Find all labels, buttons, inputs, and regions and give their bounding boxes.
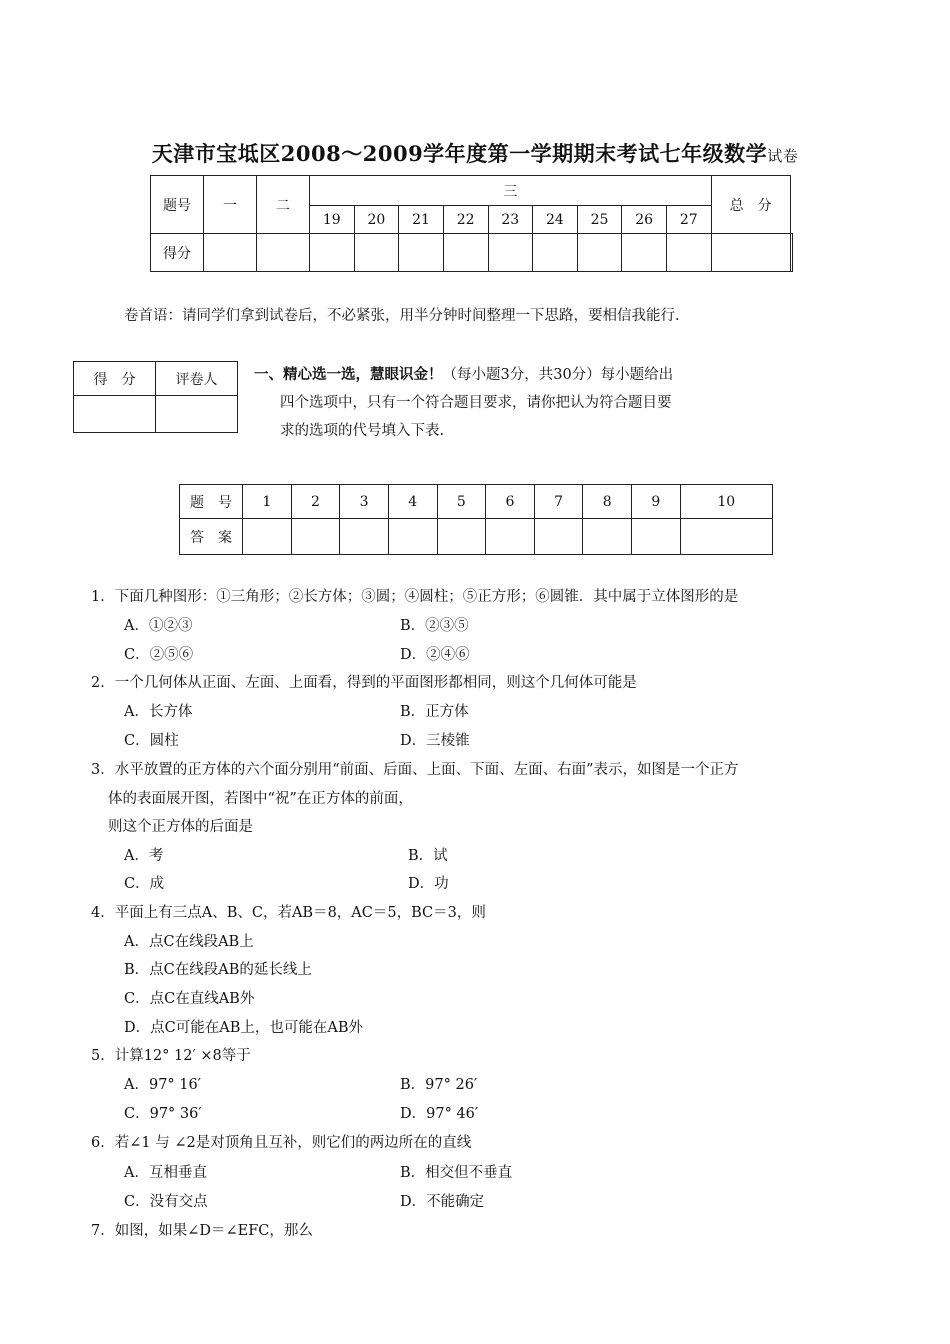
question-stem-cont: 则这个正方体的后面是 <box>108 819 253 835</box>
answer-cell[interactable] <box>388 519 437 555</box>
score-col-header: 题号 <box>151 176 204 234</box>
score-item: 19 <box>310 206 355 234</box>
score-part3: 三 <box>310 176 712 206</box>
score-table <box>150 175 793 272</box>
score-item: 21 <box>399 206 444 234</box>
question-stem: 7．如图，如果∠D＝∠EFC，那么 <box>91 1223 313 1239</box>
answer-cell[interactable] <box>291 519 340 555</box>
score-row-label: 得分 <box>151 234 204 272</box>
score-cell[interactable] <box>204 234 257 272</box>
score-cell[interactable] <box>577 234 622 272</box>
option: B．②③⑤ <box>400 618 469 634</box>
option: D．②④⑥ <box>400 647 470 663</box>
answer-header: 题 号 <box>180 485 243 519</box>
score-total: 总 分 <box>711 176 790 234</box>
score-item: 25 <box>577 206 622 234</box>
answer-number: 3 <box>340 485 389 519</box>
score-item: 22 <box>443 206 488 234</box>
option: B．试 <box>408 848 448 864</box>
answer-number: 10 <box>680 485 772 519</box>
answer-cell[interactable] <box>534 519 583 555</box>
section1-line3: 求的选项的代号填入下表. <box>280 423 445 439</box>
question-stem: 3．水平放置的正方体的六个面分别用“前面、后面、上面、下面、左面、右面”表示，如图是一个正方 <box>91 762 739 778</box>
answer-number: 8 <box>583 485 632 519</box>
option: B．点C在线段AB的延长线上 <box>124 962 312 978</box>
option: A．97° 16′ <box>124 1077 202 1093</box>
section1-line1: （每小题3分，共30分）每小题给出 <box>442 367 674 383</box>
answer-cell[interactable] <box>583 519 632 555</box>
answer-cell[interactable] <box>632 519 681 555</box>
option: A．点C在线段AB上 <box>124 934 254 950</box>
score-cell[interactable] <box>257 234 310 272</box>
score-cell[interactable] <box>622 234 667 272</box>
question-stem: 4．平面上有三点A、B、C，若AB＝8，AC＝5，BC＝3，则 <box>91 905 486 921</box>
option: C．97° 36′ <box>124 1106 202 1122</box>
option: D．三棱锥 <box>400 733 470 749</box>
score-cell[interactable] <box>488 234 533 272</box>
answer-cell[interactable] <box>437 519 486 555</box>
answer-cell[interactable] <box>243 519 292 555</box>
grader-name-cell[interactable] <box>156 396 238 433</box>
question-stem: 2．一个几何体从正面、左面、上面看，得到的平面图形都相同，则这个几何体可能是 <box>91 675 637 691</box>
option: C．成 <box>124 876 165 892</box>
answer-number: 6 <box>486 485 535 519</box>
grader-score-cell[interactable] <box>74 396 156 433</box>
score-part2: 二 <box>257 176 310 234</box>
option: A．互相垂直 <box>124 1165 207 1181</box>
score-item: 26 <box>622 206 667 234</box>
option: C．②⑤⑥ <box>124 647 194 663</box>
score-cell[interactable] <box>711 234 790 272</box>
option: A．①②③ <box>124 618 193 634</box>
score-cell[interactable] <box>790 234 792 272</box>
page-title: 天津市宝坻区2008～2009学年度第一学期期末考试七年级数学试卷 <box>151 141 799 166</box>
answer-label: 答 案 <box>180 519 243 555</box>
section1-title: 一、精心选一选，慧眼识金！ <box>254 366 443 383</box>
option: D．点C可能在AB上，也可能在AB外 <box>124 1020 363 1036</box>
score-item: 24 <box>533 206 578 234</box>
section1-line2: 四个选项中，只有一个符合题目要求，请你把认为符合题目要 <box>280 395 672 411</box>
answer-number: 7 <box>534 485 583 519</box>
option: D．功 <box>408 876 449 892</box>
answer-cell[interactable] <box>680 519 772 555</box>
option: A．考 <box>124 848 164 864</box>
answer-number: 4 <box>388 485 437 519</box>
score-item: 27 <box>667 206 712 234</box>
option: C．圆柱 <box>124 733 179 749</box>
option: C．没有交点 <box>124 1194 208 1210</box>
question-stem-cont: 体的表面展开图，若图中“祝”在正方体的前面， <box>108 791 413 807</box>
option: B．正方体 <box>400 704 469 720</box>
answer-number: 2 <box>291 485 340 519</box>
option: D．不能确定 <box>400 1194 485 1210</box>
question-stem: 6．若∠1 与 ∠2是对顶角且互补，则它们的两边所在的直线 <box>91 1135 472 1151</box>
score-item: 23 <box>488 206 533 234</box>
answer-number: 5 <box>437 485 486 519</box>
answer-number: 1 <box>243 485 292 519</box>
section1-intro <box>254 361 754 445</box>
answer-cell[interactable] <box>340 519 389 555</box>
answer-table <box>179 484 773 555</box>
opening-prompt: 卷首语：请同学们拿到试卷后，不必紧张，用半分钟时间整理一下思路，要相信我能行. <box>124 308 680 324</box>
grader-box <box>73 361 238 433</box>
question-stem: 1．下面几种图形：①三角形；②长方体；③圆；④圆柱；⑤正方形；⑥圆锥．其中属于立体图形的是 <box>91 589 739 605</box>
score-cell[interactable] <box>667 234 712 272</box>
option: A．长方体 <box>124 704 193 720</box>
option: C．点C在直线AB外 <box>124 991 255 1007</box>
score-cell[interactable] <box>399 234 444 272</box>
score-cell[interactable] <box>310 234 355 272</box>
score-cell[interactable] <box>533 234 578 272</box>
score-part1: 一 <box>204 176 257 234</box>
option: D．97° 46′ <box>400 1106 479 1122</box>
question-stem: 5．计算12° 12′ ×8等于 <box>91 1048 251 1064</box>
score-cell[interactable] <box>443 234 488 272</box>
grader-score-label: 得 分 <box>74 362 156 396</box>
option: B．97° 26′ <box>400 1077 478 1093</box>
option: B．相交但不垂直 <box>400 1165 513 1181</box>
answer-number: 9 <box>632 485 681 519</box>
answer-cell[interactable] <box>486 519 535 555</box>
grader-label: 评卷人 <box>156 362 238 396</box>
score-item: 20 <box>354 206 399 234</box>
score-cell[interactable] <box>354 234 399 272</box>
